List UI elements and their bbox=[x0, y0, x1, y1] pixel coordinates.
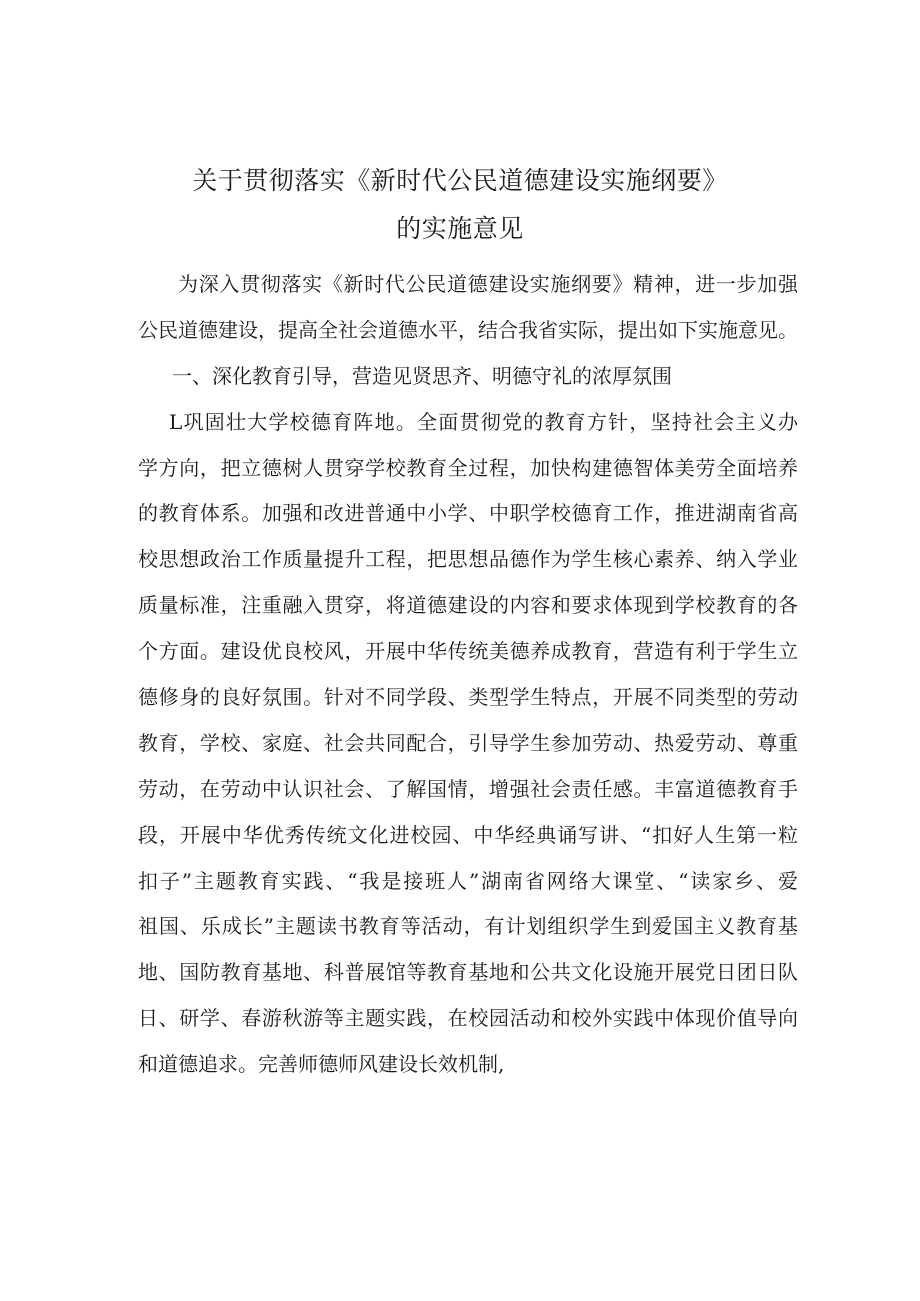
section-heading: 一、深化教育引导，营造见贤思齐、明德守礼的浓厚氛围 bbox=[172, 363, 672, 388]
paragraph-line: 地、国防教育基地、科普展馆等教育基地和公共文化设施开展党日团日队 bbox=[138, 960, 798, 985]
paragraph-line: 质量标准，注重融入贯穿，将道德建设的内容和要求体现到学校教育的各 bbox=[138, 593, 798, 618]
paragraph-line: 校思想政治工作质量提升工程，把思想品德作为学生核心素养、纳入学业 bbox=[138, 547, 798, 572]
paragraph-line: 教育，学校、家庭、社会共同配合，引导学生参加劳动、热爱劳动、尊重 bbox=[138, 730, 798, 755]
document-body bbox=[138, 262, 798, 1088]
paragraph-line: 的教育体系。加强和改进普通中小学、中职学校德育工作，推进湖南省高 bbox=[138, 501, 798, 526]
paragraph-line: 祖国、乐成长”主题读书教育等活动，有计划组织学生到爱国主义教育基 bbox=[138, 914, 798, 939]
paragraph-line: L巩固壮大学校德育阵地。全面贯彻党的教育方针，坚持社会主义办 bbox=[169, 409, 798, 434]
paragraph-line: 德修身的良好氛围。针对不同学段、类型学生特点，开展不同类型的劳动 bbox=[138, 685, 798, 710]
document-title-line-2: 的实施意见 bbox=[396, 214, 524, 243]
paragraph-line: 学方向，把立德树人贯穿学校教育全过程，加快构建德智体美劳全面培养 bbox=[138, 455, 798, 480]
document-title-line-1: 关于贯彻落实《新时代公民道德建设实施纲要》 bbox=[192, 166, 728, 195]
paragraph-line: 日、研学、春游秋游等主题实践，在校园活动和校外实践中体现价值导向 bbox=[138, 1006, 798, 1031]
intro-line: 公民道德建设，提高全社会道德水平，结合我省实际，提出如下实施意见。 bbox=[138, 317, 798, 342]
paragraph-line: 段，开展中华优秀传统文化进校园、中华经典诵写讲、“扣好人生第一粒 bbox=[138, 822, 798, 847]
intro-line: 为深入贯彻落实《新时代公民道德建设实施纲要》精神，进一步加强 bbox=[178, 272, 798, 296]
paragraph-line: 和道德追求。完善师德师风建设长效机制, bbox=[138, 1052, 505, 1077]
paragraph-line: 劳动，在劳动中认识社会、了解国情，增强社会责任感。丰富道德教育手 bbox=[138, 776, 798, 801]
paragraph-line: 扣子”主题教育实践、“我是接班人”湖南省网络大课堂、“读家乡、爱 bbox=[138, 868, 798, 893]
paragraph-line: 个方面。建设优良校风，开展中华传统美德养成教育，营造有利于学生立 bbox=[138, 639, 798, 664]
